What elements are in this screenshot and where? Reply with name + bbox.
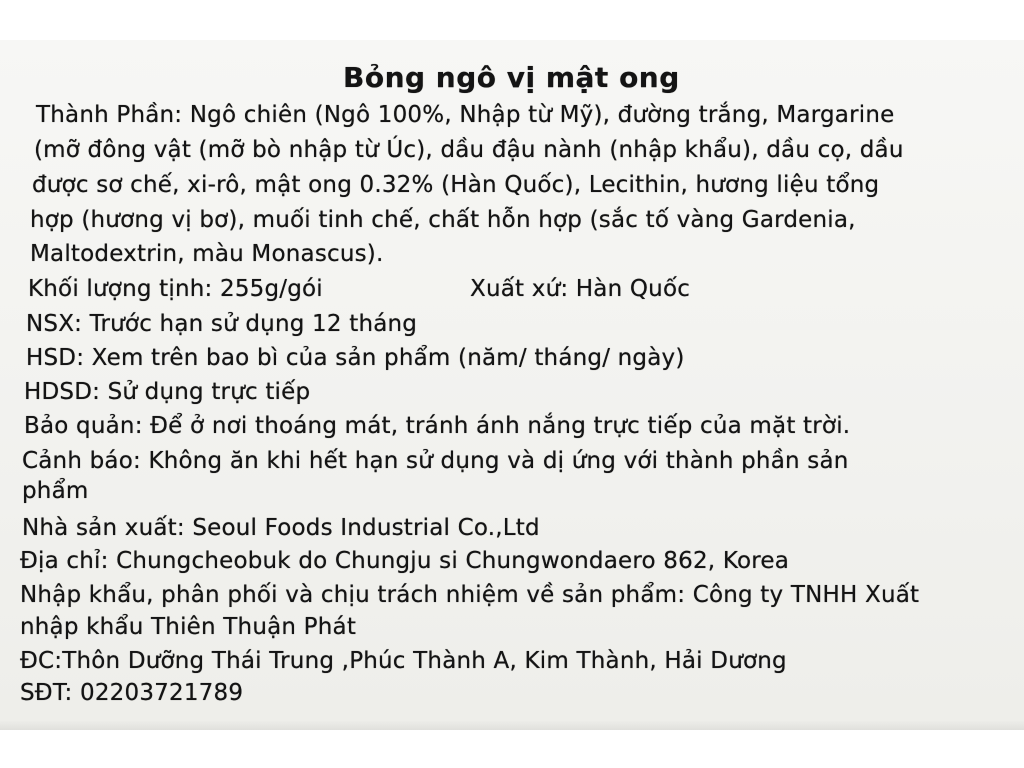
phone-number: SĐT: 02203721789 <box>20 680 244 706</box>
net-weight: Khối lượng tịnh: 255g/gói <box>28 276 323 302</box>
importer-line-1: Nhập khẩu, phân phối và chịu trách nhiệm về sản phẩm: Công ty TNHH Xuất <box>20 582 920 608</box>
warning-line-2: phẩm <box>22 478 89 504</box>
ingredients-line-3: được sơ chế, xi-rô, mật ong 0.32% (Hàn Quốc), Lecithin, hương liệu tổng <box>32 172 880 198</box>
ingredients-line-4: hợp (hương vị bơ), muối tinh chế, chất hỗn hợp (sắc tố vàng Gardenia, <box>30 207 856 233</box>
ingredients-line-1: Thành Phần: Ngô chiên (Ngô 100%, Nhập từ Mỹ), đường trắng, Margarine <box>36 102 895 128</box>
product-title: Bỏng ngô vị mật ong <box>343 61 680 94</box>
importer-line-2: nhập khẩu Thiên Thuận Phát <box>20 614 357 640</box>
storage-instructions: Bảo quản: Để ở nơi thoáng mát, tránh ánh nắng trực tiếp của mặt trời. <box>24 413 851 439</box>
manufacturer: Nhà sản xuất: Seoul Foods Industrial Co.,Ltd <box>22 515 540 541</box>
expiry-date: HSD: Xem trên bao bì của sản phẩm (năm/ tháng/ ngày) <box>26 345 685 371</box>
ingredients-line-2: (mỡ đông vật (mỡ bò nhập từ Úc), dầu đậu nành (nhập khẩu), dầu cọ, dầu <box>34 137 904 163</box>
manufacture-date: NSX: Trước hạn sử dụng 12 tháng <box>26 311 418 337</box>
warning-line-1: Cảnh báo: Không ăn khi hết hạn sử dụng và dị ứng với thành phần sản <box>22 448 849 474</box>
usage-instructions: HDSD: Sử dụng trực tiếp <box>24 379 311 405</box>
origin: Xuất xứ: Hàn Quốc <box>470 276 691 302</box>
importer-address: ĐC:Thôn Dưỡng Thái Trung ,Phúc Thành A, Kim Thành, Hải Dương <box>20 648 787 674</box>
ingredients-line-5: Maltodextrin, màu Monascus). <box>30 241 384 267</box>
manufacturer-address: Địa chỉ: Chungcheobuk do Chungju si Chungwondaero 862, Korea <box>20 548 790 574</box>
